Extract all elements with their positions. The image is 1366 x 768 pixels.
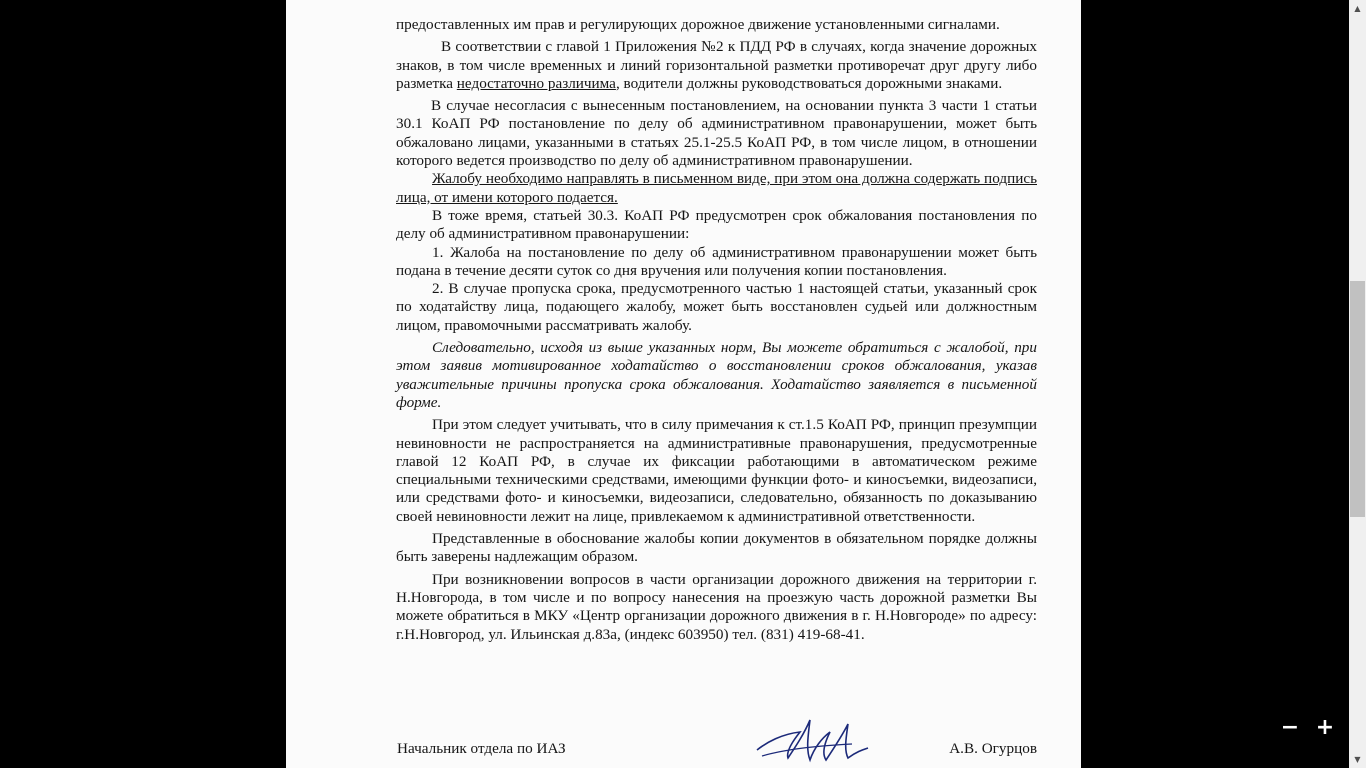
scroll-up-arrow-icon[interactable]: ▲ bbox=[1354, 4, 1361, 13]
scroll-down-arrow-icon[interactable]: ▼ bbox=[1354, 755, 1361, 764]
underlined-text: недостаточно различима bbox=[456, 74, 616, 92]
letter-body bbox=[396, 16, 1037, 644]
signer-name: А.В. Огурцов bbox=[949, 740, 1037, 757]
paragraph: Представленные в обоснование жалобы копии документов в обязательном порядке должны быть заверены надлежащим образом. bbox=[396, 530, 1037, 566]
handwritten-signature bbox=[752, 712, 872, 768]
text-span: , водители должны руководствоваться дорожными знаками. bbox=[615, 74, 1003, 92]
paragraph: В случае несогласия с вынесенным постановлением, на основании пункта 3 части 1 статьи 30.1 КоАП РФ постановление по делу об административном правонарушении, может быть обжаловано лицами, указанными в статьях 25.1-25.5 КоАП РФ, в том числе лицом, в отношении которого ведется производство по делу об административном правонарушении. bbox=[396, 97, 1037, 170]
vertical-scrollbar[interactable] bbox=[1349, 0, 1366, 768]
scrollbar-thumb[interactable] bbox=[1350, 281, 1365, 517]
paragraph-italic: Следовательно, исходя из выше указанных норм, Вы можете обратиться с жалобой, при этом заявив мотивированное ходатайство о восстановлении сроков обжалования, указав уважительные причины пропуска срока обжалования. Ходатайство заявляется в письменной форме. bbox=[396, 339, 1037, 411]
paragraph: При этом следует учитывать, что в силу примечания к ст.1.5 КоАП РФ, принцип презумпции невиновности не распространяется на административные правонарушения, предусмотренные главой 12 КоАП РФ, в случае их фиксации работающими в автоматическом режиме специальными техническими средствами, имеющими функции фото- и киносъемки, видеозаписи, или средствами фото- и киносъемки, видеозаписи, следовательно, обязанность по доказыванию своей невиновности лежит на лице, привлекаемом к административной ответственности. bbox=[396, 416, 1037, 525]
list-item: 2. В случае пропуска срока, предусмотренного частью 1 настоящей статьи, указанный срок по ходатайству лица, подающего жалобу, может быть восстановлен судьей или должностным лицом, правомочными рассматривать жалобу. bbox=[396, 280, 1037, 334]
list-item: 1. Жалоба на постановление по делу об административном правонарушении может быть подана в течение десяти суток со дня вручения или получения копии постановления. bbox=[396, 243, 1037, 279]
zoom-in-button[interactable]: + bbox=[1315, 715, 1335, 740]
paragraph: В тоже время, статьей 30.3. КоАП РФ предусмотрен срок обжалования постановления по делу об административном правонарушении: bbox=[396, 206, 1037, 243]
paragraph-underlined: Жалобу необходимо направлять в письменном виде, при этом она должна содержать подпись лица, от имени которого подается. bbox=[396, 170, 1037, 206]
signer-role: Начальник отдела по ИАЗ bbox=[397, 740, 566, 757]
text-span: В соответствии с главой 1 Приложения №2 к ПДД РФ в случаях, когда значение дорожных знаков, в том числе временных и линий горизонтальной разметки противоречат друг другу либо разметка bbox=[396, 38, 1037, 92]
paragraph: При возникновении вопросов в части организации дорожного движения на территории г. Н.Новгорода, в том числе и по вопросу нанесения на проезжую часть дорожной разметки Вы можете обратиться в МКУ «Центр организации дорожного движения в г. Н.Новгороде» по адресу: г.Н.Новгород, ул. Ильинская д.83а, (индекс 603950) тел. (831) 419-68-41. bbox=[396, 570, 1037, 643]
document-page bbox=[286, 0, 1081, 768]
zoom-out-button[interactable]: − bbox=[1280, 715, 1300, 740]
paragraph: предоставленных им прав и регулирующих дорожное движение установленными сигналами. bbox=[396, 16, 1000, 33]
paragraph bbox=[396, 38, 1037, 93]
